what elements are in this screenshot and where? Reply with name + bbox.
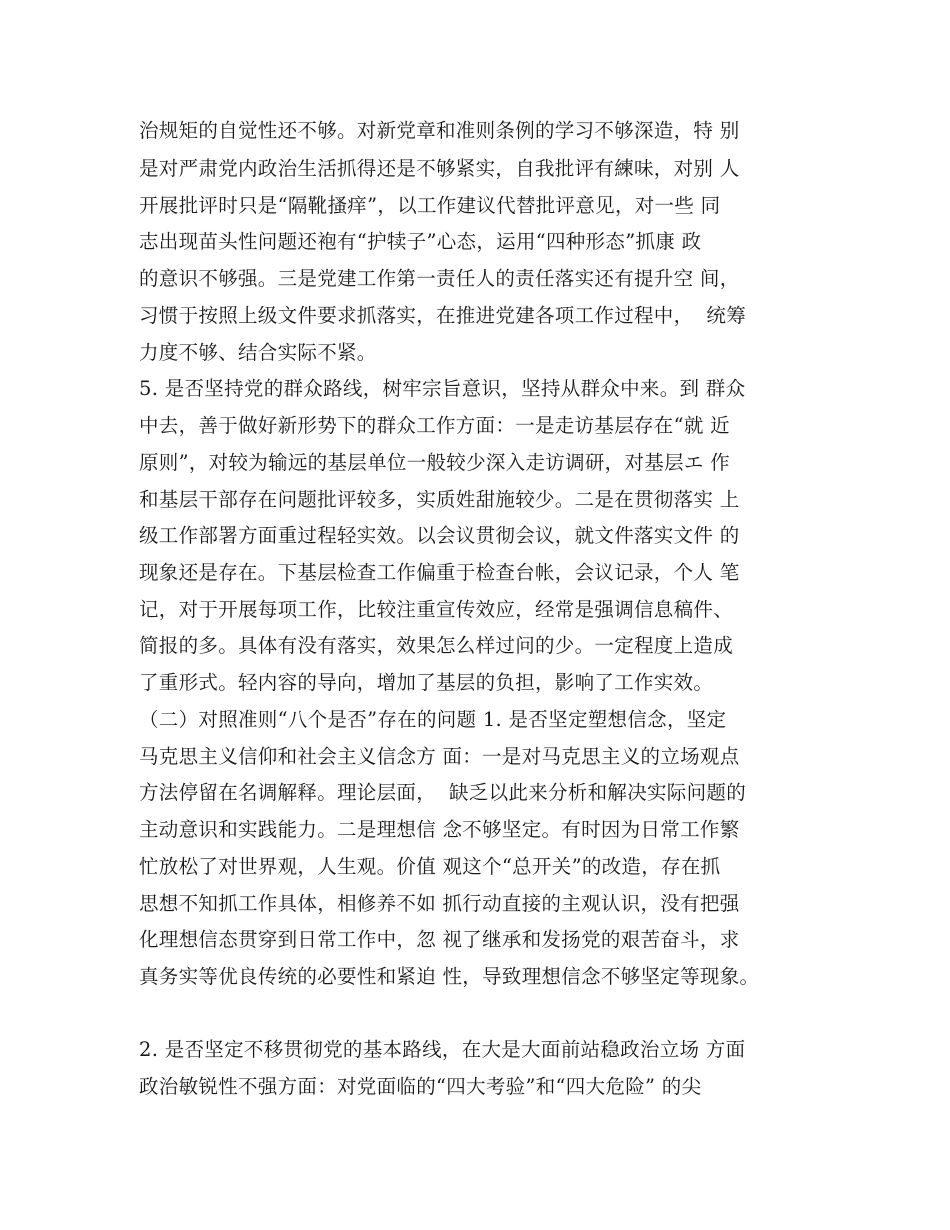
text-line: 化理想信态贯穿到日常工作中，忽 视了继承和发扬党的艰苦奋斗，求 bbox=[139, 928, 740, 951]
text-line: 治规矩的自觉性还不够。对新党章和准则条例的学习不够深造，特 别 bbox=[139, 119, 740, 142]
text-line: 中去，善于做好新形势下的群众工作方面：一是走访基层存在“就 近 bbox=[139, 414, 730, 437]
text-line: 政治敏锐性不强方面：对党面临的“四大考验”和“四大危险” 的尖 bbox=[139, 1075, 702, 1098]
text-line: 和基层干部存在问题批评较多，实质姓甜施较少。二是在贯彻落实 上 bbox=[139, 488, 740, 511]
text-line: 真务实等优良传统的必要性和紧迫 性，导致理想信念不够坚定等现象。 bbox=[139, 965, 760, 988]
text-line: 了重形式。轻内容的导向，增加了基层的负担，影响了工作实效。 bbox=[139, 671, 714, 694]
text-line: 习惯于按照上级文件要求抓落实，在推进党建各项工作过程中， 统筹 bbox=[139, 304, 746, 327]
text-line: 记，对于开展每项工作，比较注重宣传效应，经常是强调信息稿件、 bbox=[139, 598, 734, 621]
text-line: 思想不知抓工作具体，相修养不如 抓行动直接的主观认识，没有把强 bbox=[139, 892, 740, 915]
text-line: 的意识不够强。三是党建工作第一责任人的责任落实还有提升空 间， bbox=[139, 267, 740, 290]
text-line: 是对严肃党内政治生活抓得还是不够紧实，自我批评有練味，对别 人 bbox=[139, 157, 740, 180]
text-line: 忙放松了对世界观，人生观。价值 观这个“总开关”的改造，存在抓 bbox=[139, 855, 721, 878]
text-line: 马克思主义信仰和社会主义信念方 面：一是对马克思主义的立场观点 bbox=[139, 745, 740, 768]
text-line: 简报的多。具体有没有落实，效果怎么样过问的少。一定程度上造成 bbox=[139, 634, 734, 657]
text-line: 5. 是否坚持党的群众路线，树牢宗旨意识，坚持从群众中来。到 群众 bbox=[139, 377, 746, 400]
text-line: 志出现苗头性问题还袍有“护犊子”心态，运用“四种形态”抓康 政 bbox=[139, 230, 702, 253]
text-line: 主动意识和实践能力。二是理想信 念不够坚定。有时因为日常工作繁 bbox=[139, 818, 740, 841]
text-line: 级工作部署方面重过程轻实效。以会议贯彻会议，就文件落实文件 的 bbox=[139, 524, 740, 547]
text-line: 方法停留在名调解释。理论层面， 缺乏以此来分析和解决实际问题的 bbox=[139, 781, 746, 804]
text-line: 2. 是否坚定不移贯彻党的基本路线，在大是大面前站稳政治立场 方面 bbox=[139, 1038, 746, 1061]
text-line: 开展批评时只是“隔靴搔痒”，以工作建议代替批评意见，对一些 同 bbox=[139, 194, 721, 217]
text-line: 现象还是存在。下基层检查工作偏重于检查台帐，会议记录，个人 笔 bbox=[139, 561, 740, 584]
text-line: 原则”，对较为输远的基层单位一般较少深入走访调研，对基层エ 作 bbox=[139, 451, 730, 474]
text-line: 力度不够、结合实际不紧。 bbox=[139, 341, 377, 364]
section-heading-line: （二）对照准则“八个是否”存在的问题 1. 是否坚定塑想信念，坚定 bbox=[139, 708, 727, 731]
